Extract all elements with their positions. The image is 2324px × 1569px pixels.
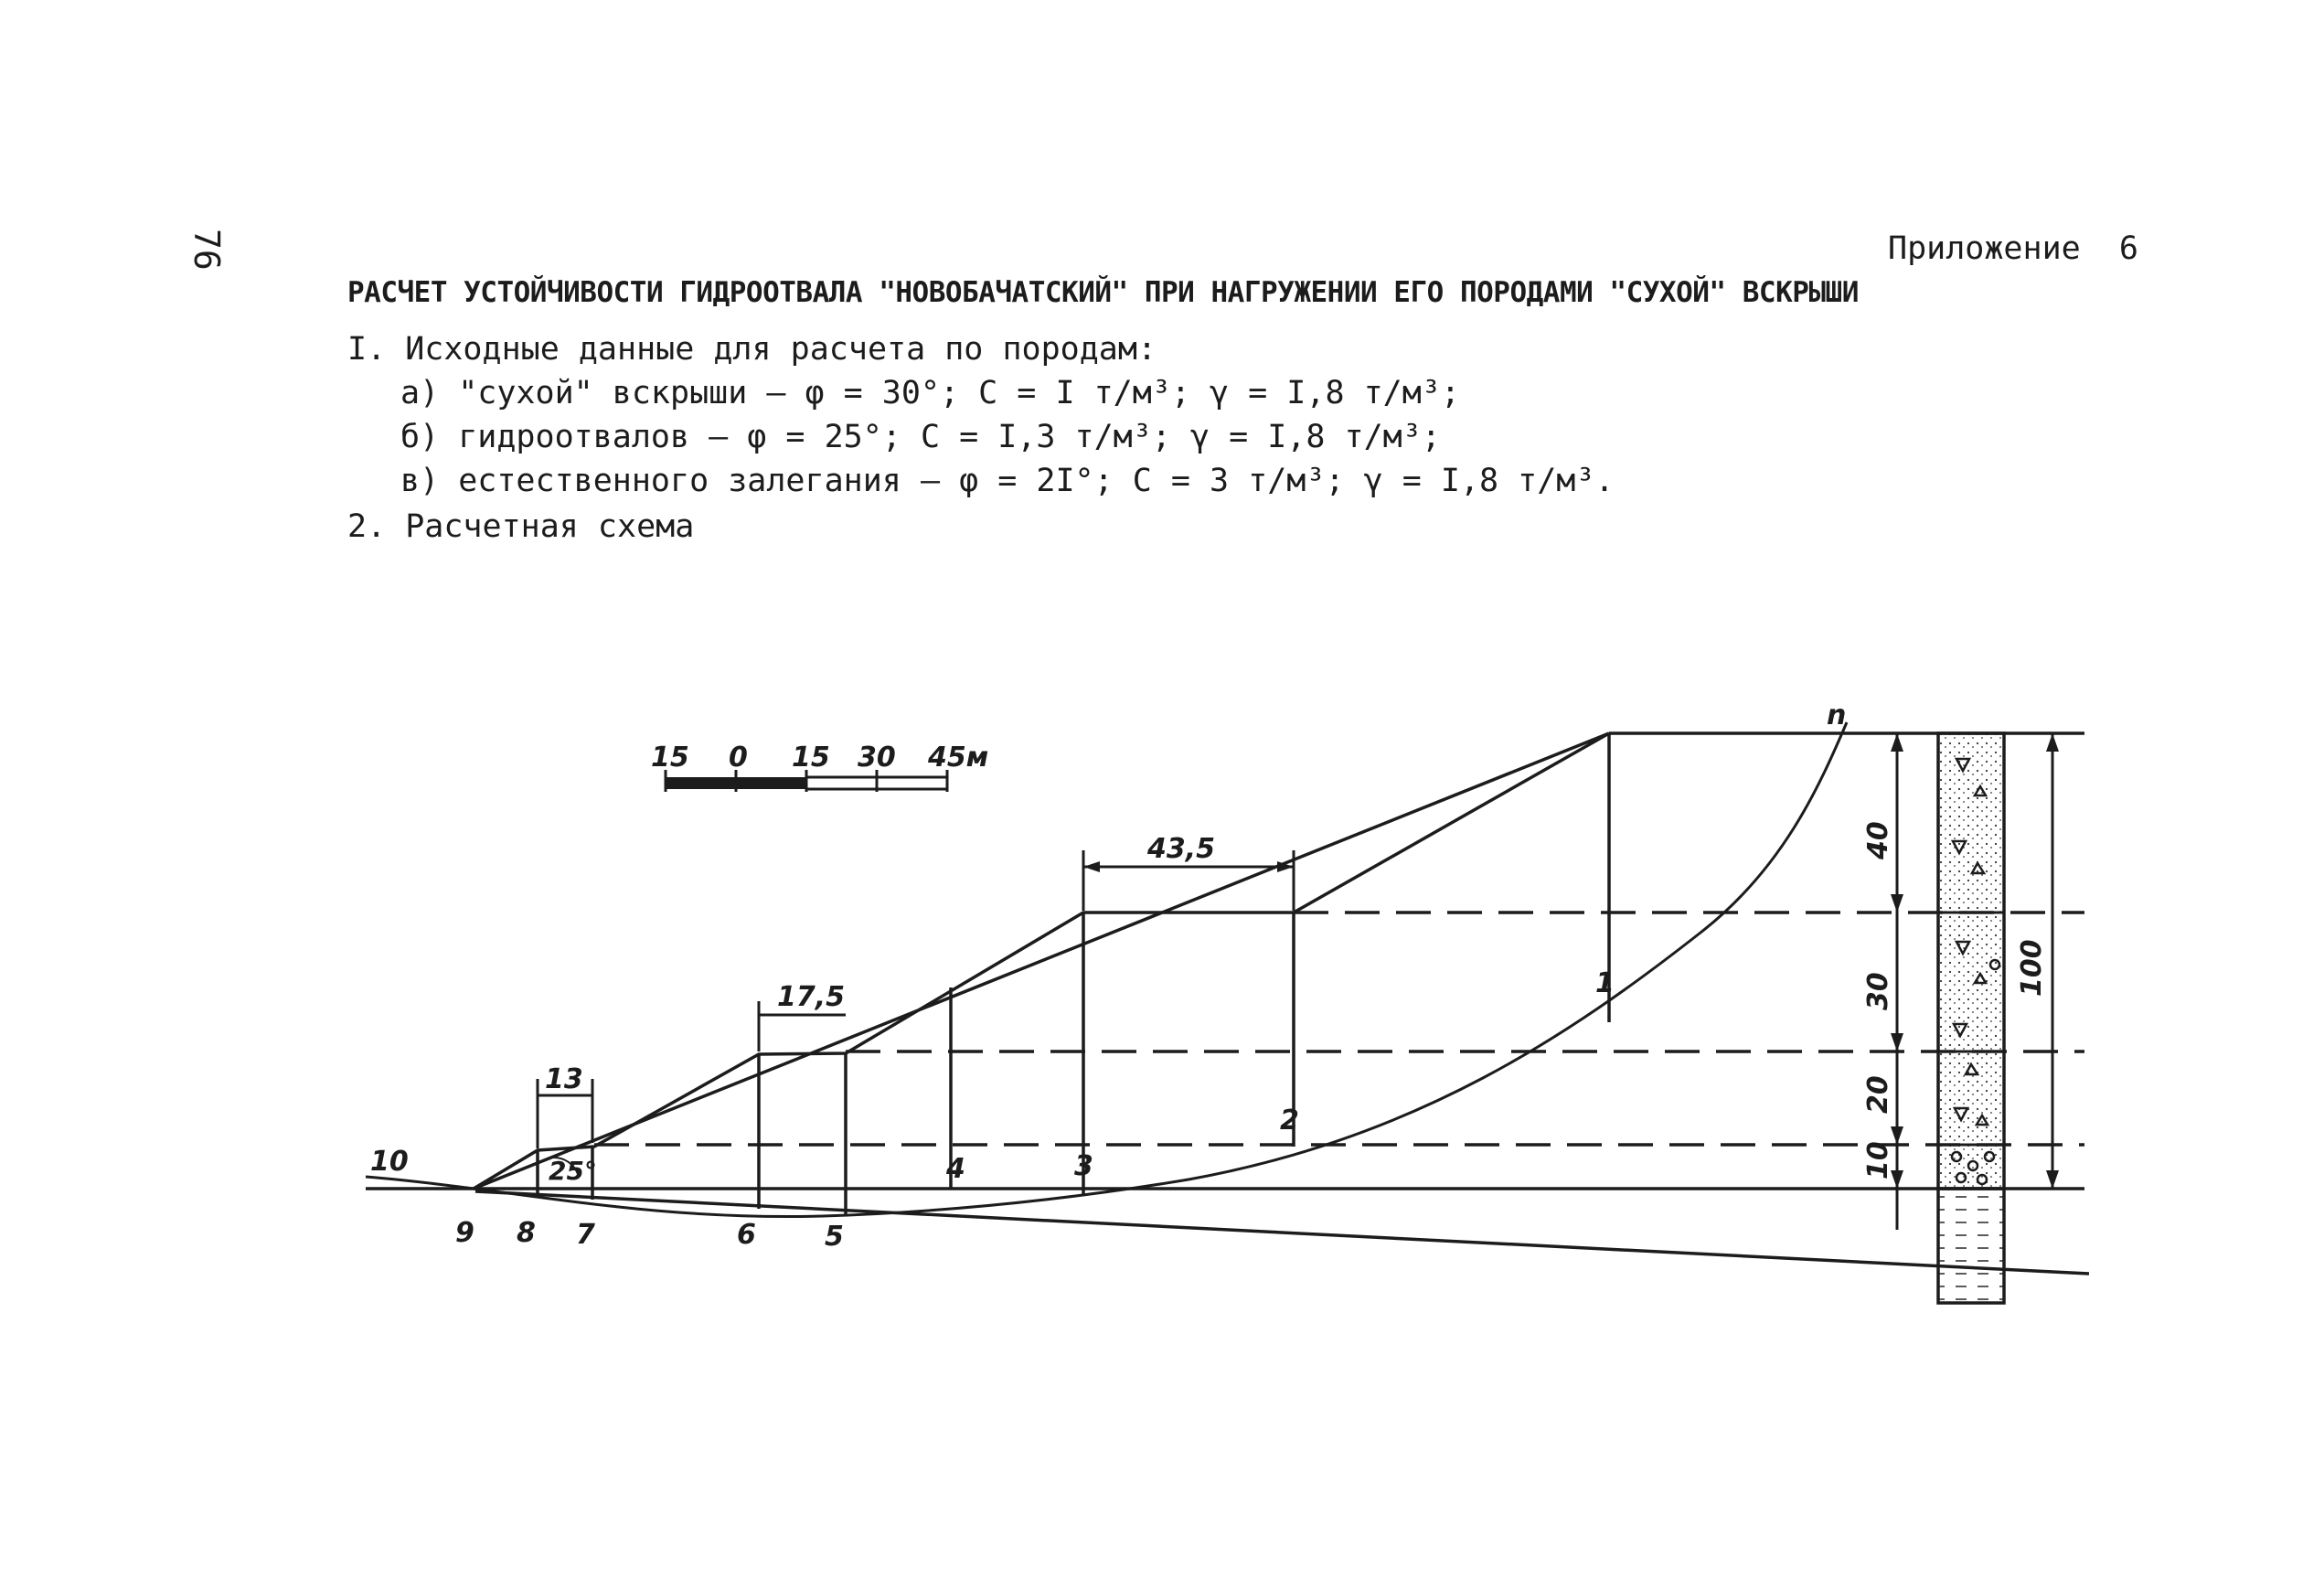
angle-label: 25° <box>549 1156 597 1186</box>
layer-lines <box>594 913 2084 1145</box>
point-label: 9 <box>455 1217 474 1249</box>
lower-incline-line <box>475 1191 2089 1274</box>
scale-label: 0 <box>729 742 748 774</box>
point-label: 4 <box>946 1153 965 1185</box>
dimension-arrows <box>1083 733 2059 1189</box>
point-label: 8 <box>517 1217 536 1249</box>
input-data-heading: I. Исходные данные для расчета по породам: <box>347 331 1157 368</box>
document-title: РАСЧЕТ УСТОЙЧИВОСТИ ГИДРООТВАЛА "НОВОБАЧАТСКИЙ" ПРИ НАГРУЖЕНИИ ЕГО ПОРОДАМИ "СУХОЙ" ВСКРЫШИ <box>347 276 1859 309</box>
scale-bar <box>651 742 988 792</box>
point-label: 6 <box>737 1219 756 1251</box>
dimension-label: 17,5 <box>777 981 846 1013</box>
point-label: 1 <box>1595 967 1615 999</box>
appendix-label: Приложение 6 <box>1888 230 2138 267</box>
total-height-label: 100 <box>2016 939 2048 997</box>
point-label: 2 <box>1280 1105 1299 1137</box>
dimension-label: 43,5 <box>1147 833 1216 865</box>
dimension-label: 13 <box>545 1063 583 1095</box>
point-label: n <box>1827 699 1847 731</box>
point-label: 10 <box>370 1146 409 1178</box>
page-number: 76 <box>187 229 227 271</box>
straight-slope-line <box>474 733 1609 1189</box>
point-label: 7 <box>576 1219 595 1251</box>
layer-thickness-label: 20 <box>1862 1075 1894 1114</box>
input-data-dry-overburden: а) "сухой" вскрыши – φ = 30°; C = I т/м³; γ = I,8 т/м³; <box>400 375 1460 411</box>
scale-label: 30 <box>858 742 896 774</box>
design-scheme-heading: 2. Расчетная схема <box>347 508 695 545</box>
scale-label: 15 <box>651 742 689 774</box>
borehole-column <box>1938 733 2004 1303</box>
scale-label: 15 <box>792 742 830 774</box>
layer-thickness-label: 40 <box>1862 821 1894 859</box>
input-data-hydraulic-dumps: б) гидроотвалов – φ = 25°; C = I,3 т/м³; γ = I,8 т/м³; <box>400 419 1441 455</box>
input-data-natural-bedding: в) естественного залегания – φ = 2I°; C = 3 т/м³; γ = I,8 т/м³. <box>400 463 1615 499</box>
point-label: 5 <box>825 1221 844 1253</box>
layer-thickness-label: 10 <box>1862 1141 1894 1179</box>
slope-geometry <box>366 722 2089 1274</box>
point-label: 3 <box>1074 1150 1093 1182</box>
scale-label: 45м <box>928 742 989 774</box>
layer-thickness-label: 30 <box>1862 972 1894 1010</box>
